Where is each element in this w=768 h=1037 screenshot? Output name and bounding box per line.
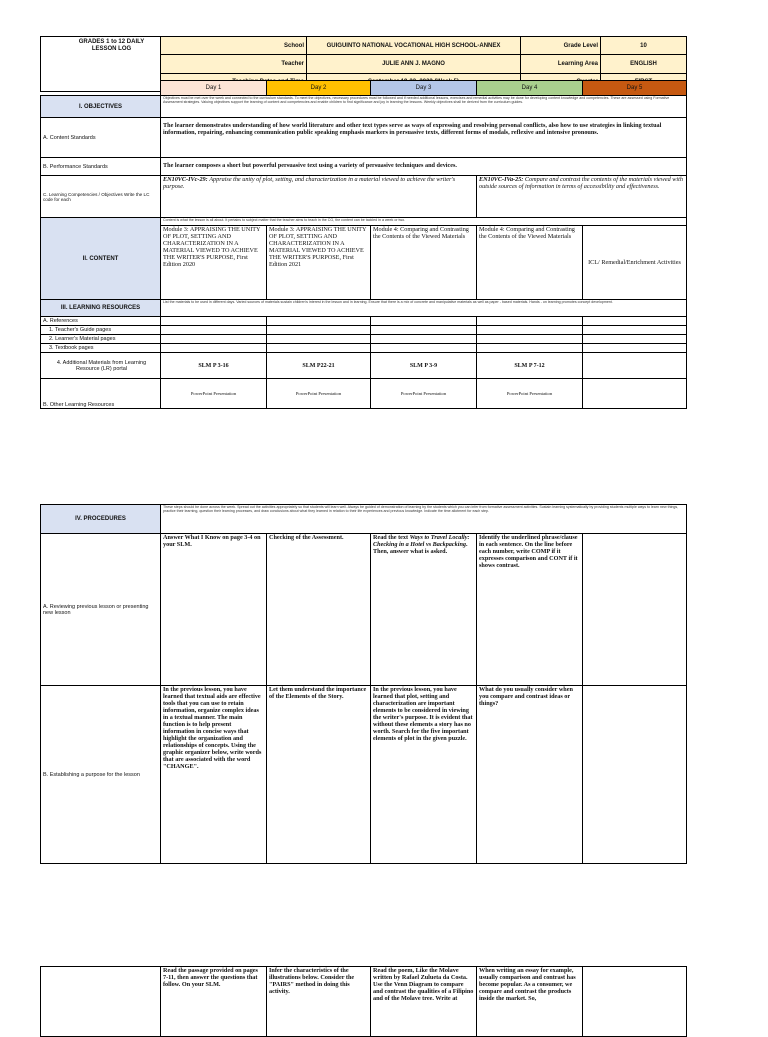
- objectives-note: Objectives must be met over the week and connected to the curriculum standards. To meet the objectives, necessary procedures must be followed and if needed additional lessons, exercises and remedial activities may be done for developing content knowledge and competencies. These are assessed using Formative Assessment strategies. Valuing objectives support the learning of content and competencies and enable children to find significance and joy in learning the lessons. Weekly objectives shall be derived from the curriculum guides.: [161, 96, 687, 118]
- procedures-note: These steps should be done across the week. Spread out the activities appropriately so that students will learn well. Always be guided of demonstration of learning by the students which you can infer from formative assessment activities. Sustain learning systematically by providing students multiple ways to learn new things, practice their learning, question their learning processes, and draw conclusions about what they learned in relation to their life experiences and previous knowledge. Indicate the time allotment for each step.: [161, 505, 687, 534]
- procedures-table-continued: [40, 966, 687, 1037]
- procedure-b-day-4: What do you usually consider when you compare and contrast ideas or things?: [477, 686, 583, 864]
- performance-standards-text: The learner composes a short but powerful persuasive text using a variety of persuasive techniques and devices.: [161, 158, 687, 176]
- procedure-b-day-2: Let them understand the importance of the Elements of the Story.: [267, 686, 371, 864]
- title-line-1: GRADES 1 to 12 DAILY: [78, 39, 145, 45]
- procedure-a-day-2: Checking of the Assessment.: [267, 534, 371, 686]
- lesson-table-main: [40, 80, 687, 409]
- day-5-header: Day 5: [583, 81, 687, 96]
- procedure-b-day-1: In the previous lesson, you have learned that textual aids are effective tools that you can use to retain information, organize complex ideas in a textual manner. The main function is to help present information in concise ways that highlight the organization and relationships of concepts. Using the graphic organizer below, write words that are associated with the word "CHANGE".: [161, 686, 267, 864]
- content-standards-text: The learner demonstrates understanding of how world literature and other text types serve as ways of expressing and resolving personal conflicts, also how to use strategies in linking textual information, repairing, enhancing communication public speaking emphasis markers in persuasive texts, different forms of modals, reflexive and intensive pronouns.: [161, 118, 687, 158]
- content-day-3: Module 4: Comparing and Contrasting the Contents of the Viewed Materials: [371, 226, 477, 300]
- procedure-c-day-4: When writing an essay for example, usually comparison and contrast has become popular. As a consumer, we compare and contrast the products inside the market. So,: [477, 967, 583, 1037]
- competency-2-text: Compare and contrast the contents of the materials viewed with outside sources of information in terms of accessibility and effectiveness.: [479, 176, 683, 190]
- lr-day-1: SLM P 3-16: [161, 353, 267, 379]
- other-resources-label: B. Other Learning Resources: [41, 379, 161, 409]
- competency-1-text: Appraise the unity of plot, setting, and characterization in a material viewed to achieve the writer's purpose.: [163, 176, 456, 190]
- other-day-3: PowerPoint Presentation: [371, 379, 477, 409]
- lr-portal-label: 4. Additional Materials from Learning Resource (LR) portal: [41, 353, 161, 379]
- procedures-label: IV. PROCEDURES: [41, 505, 161, 534]
- procedure-a-day-1: Answer What I Know on page 3-4 on your SLM.: [161, 534, 267, 686]
- competencies-label: C. Learning Competencies / Objectives Write the LC code for each: [41, 176, 161, 218]
- procedure-b-label: B. Establishing a purpose for the lesson: [41, 686, 161, 864]
- day-4-header: Day 4: [477, 81, 583, 96]
- teacher-value: JULIE ANN J. MAGNO: [307, 55, 521, 73]
- school-value: GUIGUINTO NATIONAL VOCATIONAL HIGH SCHOOL-ANNEX: [307, 37, 521, 55]
- day-2-header: Day 2: [267, 81, 371, 96]
- day-3-header: Day 3: [371, 81, 477, 96]
- other-day-1: PowerPoint Presentation: [161, 379, 267, 409]
- procedure-a-day-4: Identify the underlined phrase/clause in each sentence. On the line before each number, write COMP if it expresses comparison and CONT if it shows contrast.: [477, 534, 583, 686]
- competency-1-code: EN10VC-IVc-29:: [163, 176, 208, 183]
- learners-material-label: 2. Learner's Material pages: [41, 335, 161, 344]
- content-day-5: ICL/ Remedial/Enrichment Activities: [583, 226, 687, 300]
- content-label: II. CONTENT: [41, 218, 161, 300]
- references-label: A. References: [41, 317, 161, 326]
- procedure-b-day-3: In the previous lesson, you have learned that plot, setting and characterization are important elements to be considered in viewing the writer's purpose. It is evident that without these elements a story has no worth. Search for the five important elements of plot in the given puzzle.: [371, 686, 477, 864]
- content-note: Content is what the lesson is all about. It pertains to subject matter that the teacher aims to teach in the CG, the content can be tackled in a week or two.: [161, 218, 687, 226]
- procedures-table: [40, 504, 687, 864]
- grade-value: 10: [601, 37, 687, 55]
- objectives-label: I. OBJECTIVES: [41, 96, 161, 118]
- resources-label: III. LEARNING RESOURCES: [41, 300, 161, 317]
- procedure-a-label: A. Reviewing previous lesson or presenting new lesson: [41, 534, 161, 686]
- textbook-label: 3. Textbook pages: [41, 344, 161, 353]
- other-day-2: PowerPoint Presentation: [267, 379, 371, 409]
- area-label: Learning Area: [521, 55, 601, 73]
- title-line-2: LESSON LOG: [91, 46, 132, 52]
- competency-2-code: EN10VC-IVa-25:: [479, 176, 524, 183]
- school-label: School: [161, 37, 307, 55]
- performance-standards-label: B. Performance Standards: [41, 158, 161, 176]
- content-day-2: Module 3: APPRAISING THE UNITY OF PLOT, SETTING AND CHARACTERIZATION IN A MATERIAL VIEWED TO ACHIEVE THE WRITER'S PURPOSE, First Edition 2021: [267, 226, 371, 300]
- procedure-c-day-2: Infer the characteristics of the illustrations below. Consider the "PAIRS" method in doing this activity.: [267, 967, 371, 1037]
- procedure-c-day-1: Read the passage provided on pages 7-11, then answer the questions that follow. On your SLM.: [161, 967, 267, 1037]
- day-1-header: Day 1: [161, 81, 267, 96]
- lr-day-3: SLM P 3-9: [371, 353, 477, 379]
- area-value: ENGLISH: [601, 55, 687, 73]
- procedure-c-day-3: Read the poem, Like the Molave written by Rafael Zulueta da Costa. Use the Venn Diagram to compare and contrast the qualities of a Filipino and of the Molave tree. Write at: [371, 967, 477, 1037]
- lr-day-4: SLM P 7-12: [477, 353, 583, 379]
- teacher-label: Teacher: [161, 55, 307, 73]
- resources-note: List the materials to be used in different days. Varied sources of materials sustain children's interest in the lesson and in learning. Ensure that there is a mix of concrete and manipulative materials as well as paper - based materials. Hands - on learning promotes concept development.: [161, 300, 687, 317]
- lr-day-2: SLM P22-21: [267, 353, 371, 379]
- content-day-4: Module 4: Comparing and Contrasting the Contents of the Viewed Materials: [477, 226, 583, 300]
- other-day-4: PowerPoint Presentation: [477, 379, 583, 409]
- content-standards-label: A. Content Standards: [41, 118, 161, 158]
- teachers-guide-label: 1. Teacher's Guide pages: [41, 326, 161, 335]
- content-day-1: Module 3: APPRAISING THE UNITY OF PLOT, SETTING AND CHARACTERIZATION IN A MATERIAL VIEWED TO ACHIEVE THE WRITER'S PURPOSE, First Edition 2020: [161, 226, 267, 300]
- procedure-a-day-3: Read the text Ways to Travel Locally: Checking in a Hotel vs Backpacking. Then, answer what is asked.: [371, 534, 477, 686]
- grade-label: Grade Level: [521, 37, 601, 55]
